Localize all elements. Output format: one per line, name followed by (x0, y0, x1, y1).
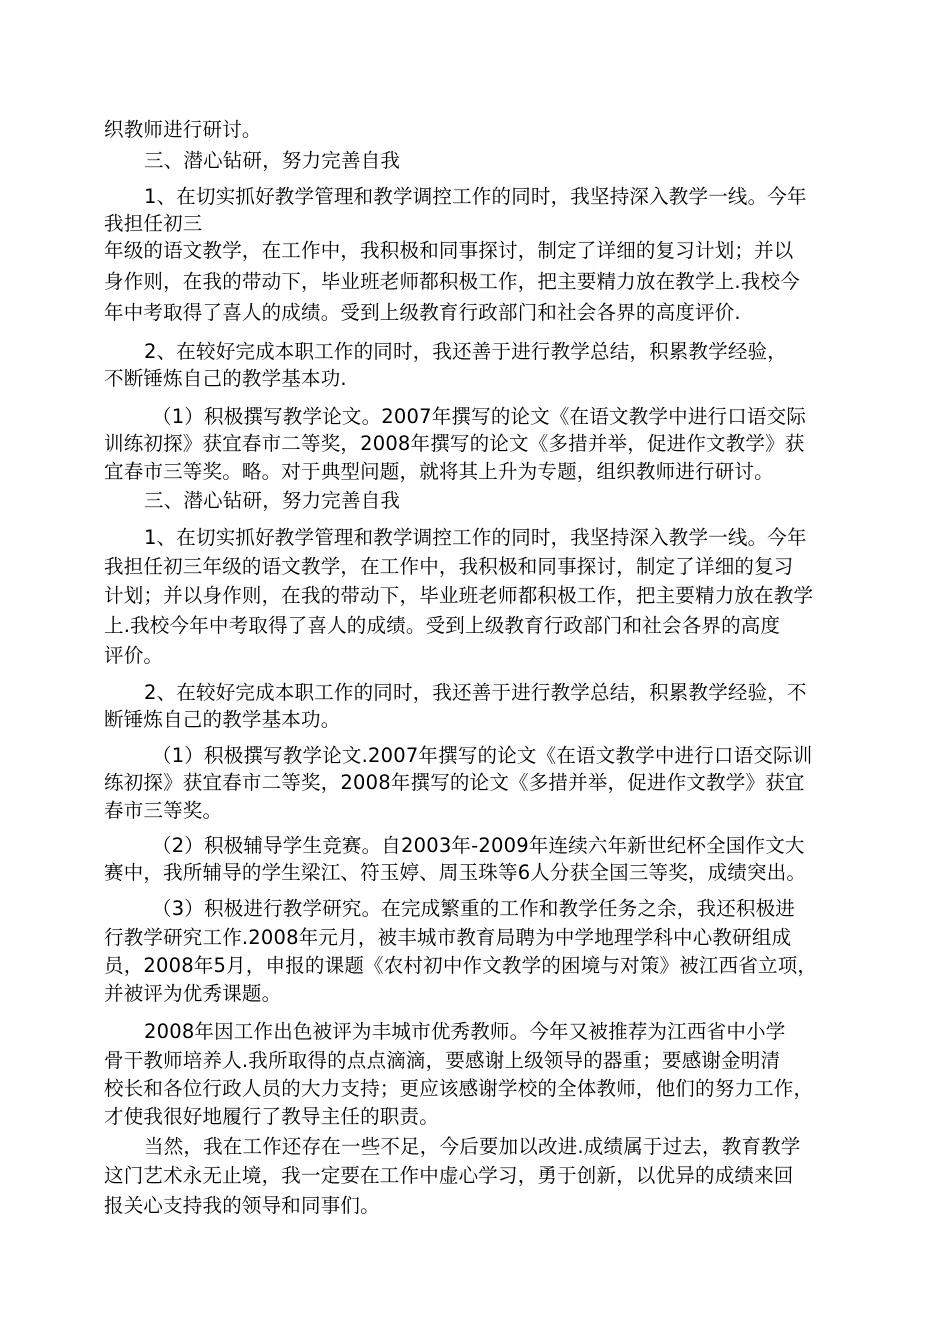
paragraph-line: 身作则，在我的带动下，毕业班老师都积极工作，把主要精力放在教学上.我校今 (104, 270, 800, 293)
paragraph-line: 这门艺术永无止境，我一定要在工作中虚心学习，勇于创新，以优异的成绩来回 (104, 1164, 794, 1187)
paragraph-line: 1、在切实抓好教学管理和教学调控工作的同时，我坚持深入教学一线。今年 (144, 185, 807, 208)
paragraph-line: 报关心支持我的领导和同事们。 (104, 1194, 380, 1217)
paragraph-line: 2、在较好完成本职工作的同时，我还善于进行教学总结，积累教学经验， (144, 340, 788, 363)
paragraph-line: （2）积极辅导学生竞赛。自2003年-2009年连续六年新世纪杯全国作文大 (152, 834, 805, 857)
paragraph-line: 评价。 (104, 644, 164, 667)
paragraph-line: 1、在切实抓好教学管理和教学调控工作的同时，我坚持深入教学一线。今年 (144, 526, 807, 549)
paragraph-line: 织教师进行研讨。 (104, 118, 262, 141)
paragraph-line: 春市三等奖。 (104, 799, 223, 822)
paragraph-line: 骨干教师培养人.我所取得的点点滴滴，要感谢上级领导的器重；要感谢金明清 (104, 1049, 781, 1072)
paragraph-line: 计划；并以身作则，在我的带动下，毕业班老师都积极工作，把主要精力放在教学 (104, 584, 814, 607)
paragraph-line: 并被评为优秀课题。 (104, 982, 282, 1005)
paragraph-line: 行教学研究工作.2008年元月，被丰城市教育局聘为中学地理学科中心教研组成 (104, 926, 792, 949)
paragraph-line: 2008年因工作出色被评为丰城市优秀教师。今年又被推荐为江西省中小学 (144, 1020, 786, 1043)
paragraph-line: 断锤炼自己的教学基本功。 (104, 708, 341, 731)
paragraph-line: 我担任初三年级的语文教学，在工作中，我积极和同事探讨，制定了详细的复习 (104, 555, 794, 578)
section-heading: 三、潜心钻研，努力完善自我 (144, 489, 401, 512)
paragraph-line: 上.我校今年中考取得了喜人的成绩。受到上级教育行政部门和社会各界的高度 (104, 614, 781, 637)
paragraph-line: 我担任初三 (104, 212, 203, 235)
paragraph-line: 当然，我在工作还存在一些不足，今后要加以改进.成绩属于过去，教育教学 (144, 1135, 801, 1158)
paragraph-line: 校长和各位行政人员的大力支持；更应该感谢学校的全体教师，他们的努力工作， (104, 1077, 814, 1100)
paragraph-line: 不断锤炼自己的教学基本功. (104, 367, 347, 390)
paragraph-line: 训练初探》获宜春市二等奖，2008年撰写的论文《多措并举，促进作文教学》获 (104, 432, 805, 455)
paragraph-line: （3）积极进行教学研究。在完成繁重的工作和教学任务之余，我还积极进 (152, 897, 796, 920)
paragraph-line: （1）积极撰写教学论文。2007年撰写的论文《在语文教学中进行口语交际 (152, 405, 807, 428)
paragraph-line: （1）积极撰写教学论文.2007年撰写的论文《在语文教学中进行口语交际训 (152, 744, 813, 767)
paragraph-line: 赛中，我所辅导的学生梁江、符玉婷、周玉珠等6人分获全国三等奖，成绩突出。 (104, 861, 807, 884)
paragraph-line: 年级的语文教学，在工作中，我积极和同事探讨，制定了详细的复习计划；并以 (104, 239, 794, 262)
paragraph-line: 才使我很好地履行了教导主任的职责。 (104, 1105, 439, 1128)
section-heading: 三、潜心钻研，努力完善自我 (144, 149, 401, 172)
paragraph-line: 练初探》获宜春市二等奖，2008年撰写的论文《多措并举，促进作文教学》获宜 (104, 771, 805, 794)
paragraph-line: 宜春市三等奖。略。对于典型问题，就将其上升为专题，组织教师进行研讨。 (104, 460, 774, 483)
paragraph-line: 2、在较好完成本职工作的同时，我还善于进行教学总结，积累教学经验，不 (144, 681, 807, 704)
paragraph-line: 年中考取得了喜人的成绩。受到上级教育行政部门和社会各界的高度评价. (104, 301, 741, 324)
paragraph-line: 员，2008年5月，申报的课题《农村初中作文教学的困境与对策》被江西省立项， (104, 954, 818, 977)
